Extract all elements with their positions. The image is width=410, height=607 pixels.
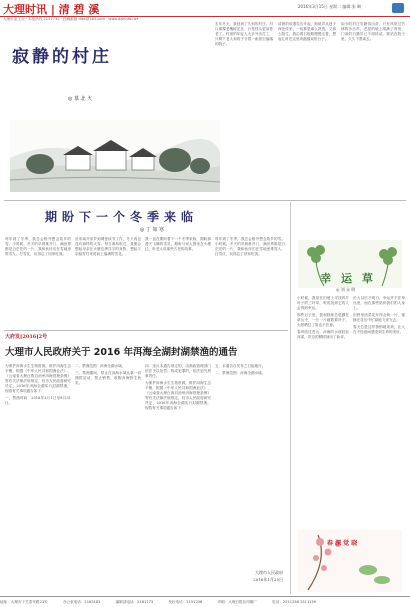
notice-signature: 大理市人民政府 bbox=[255, 570, 283, 575]
article-1-author: ◎ 慕 北 火 bbox=[68, 96, 93, 102]
article-3-column-1 bbox=[297, 296, 349, 528]
article-2-author: ◎ 丁 如 寒 bbox=[140, 227, 165, 233]
paragraph: 小时候，我常在田埂上寻找四片叶子的三叶草，听说找到它的人会得到幸运。 bbox=[297, 296, 349, 310]
paragraph: 每年到了冬季，我总会格外想念故乡的雪。小时候，冬天的早晨推开门，满世界都是白茫茫的一片，我和伙伴们在雪地里堆雪人、打雪仗，玩得忘了回家吃饭。 bbox=[5, 237, 71, 256]
paragraph: 后来离开家乡到城里读书工作，冬天再也没有那样的大雪。每当寒风吹过，我便会想起母亲在火塘边烤洋芋的身影，想起父亲踏雪归来时肩上落满的雪花。 bbox=[75, 237, 141, 256]
masthead-date: 2016年3月15日 星期二 编辑:张 琳 bbox=[298, 4, 361, 9]
spring-label: 春 深 觉 晓 bbox=[327, 540, 358, 547]
masthead-brand: 大理时讯 | 清 碧 溪 bbox=[3, 3, 100, 16]
paragraph: 每年到了冬季，我总会格外想念故乡的雪。小时候，冬天的早晨推开门，满世界都是白茫茫的一片，我和伙伴们在雪地里堆雪人、打雪仗，玩得忘了回家吃饭。 bbox=[215, 237, 285, 256]
article-3-column-2 bbox=[353, 296, 405, 528]
article-1-column-3 bbox=[341, 22, 405, 197]
section-badge-icon bbox=[392, 3, 404, 13]
article-3-title: 幸 运 草 bbox=[320, 272, 376, 285]
paragraph: 去年冬天，我回到了久别的村庄。村口那棵老槐树还在，只是枝头更加苍老了。村里的年轻人大多外出打工，只剩下老人和孩子守着一座座空落落的院子。 bbox=[215, 22, 273, 46]
footer-distribution-phone: 发行电话：2151258 bbox=[168, 600, 203, 604]
paragraph: 五、本通告自发布之日起施行。 bbox=[215, 364, 266, 368]
paragraph: 长大以后才明白，幸运并不在草丛里，而在那些陪伴我们的人身上。 bbox=[353, 296, 405, 310]
paragraph: 春风吹过苍山，洱海的水波轻轻荡漾，岸边的柳树抽出了新芽。 bbox=[297, 330, 349, 339]
paragraph: 四、违反本通告规定的，由渔政管理部门依法予以处罚；构成犯罪的，依法追究刑事责任。 bbox=[145, 364, 211, 378]
article-2-column-2 bbox=[75, 237, 141, 329]
article-1-column-1 bbox=[215, 22, 273, 197]
article-3-author: ◎ 刘 永 明 bbox=[336, 287, 356, 292]
article-2-column-3 bbox=[145, 237, 211, 329]
paragraph: 二、禁渔范围：洱海全湖水域。 bbox=[215, 371, 266, 375]
village-ink-painting bbox=[10, 120, 220, 192]
notice-date: 2016年1月25日 bbox=[253, 577, 283, 582]
paragraph: 我一直在期盼着下一个冬季来临，期盼那漫天飞舞的雪花，期盼与家人围坐在火塘边，听老人讲那些古老的故事。 bbox=[145, 237, 211, 251]
footer-address: 地址：大理市下关泰安路23号 bbox=[0, 600, 48, 604]
masthead-subline: 大理市委主办 · 本报热线 2121732 · 投稿邮箱 dlsx@163.com · www.daliinfo.net bbox=[3, 17, 139, 21]
paragraph: 那些日子里，我和妹妹总是蹲在草丛中，一片一片地数着叶子，太阳晒红了脸也不在意。 bbox=[297, 313, 349, 327]
paragraph: 如今的村庄安静得出奇，只有风吹过竹林的沙沙声。老屋的墙上爬满了青苔，门前的石磨早已不再转动。我站在院子里，久久不愿离去。 bbox=[341, 22, 405, 41]
paragraph: 一、禁渔时间：2016年2月1日至8月31日。 bbox=[5, 396, 71, 405]
paragraph: 三、禁渔期间，禁止在洱海水域从事一切捕捞活动，禁止销售、收购洱海野生鱼类。 bbox=[75, 371, 141, 385]
notice-title: 大理市人民政府关于 2016 年洱海全湖封湖禁渔的通告 bbox=[5, 347, 238, 358]
notice-column-3 bbox=[145, 364, 211, 592]
footer-office-phone: 办公室电话：2163183 bbox=[62, 600, 101, 604]
notice-doc-number: 大府发[2016]2号 bbox=[5, 334, 48, 340]
paragraph: 田野里油菜花开得金黄一片，蜜蜂在花丛中忙碌地飞来飞去。 bbox=[353, 313, 405, 322]
article-2-title: 期盼下一个冬季来临 bbox=[45, 210, 199, 224]
column-divider bbox=[290, 202, 291, 594]
footer-printer: 印刷：大理日报社印刷厂 bbox=[217, 600, 257, 604]
article-1-title: 寂静的村庄 bbox=[12, 47, 112, 67]
notice-column-4 bbox=[215, 364, 285, 524]
masthead bbox=[0, 0, 410, 17]
paragraph: 为保护洱海水生生物资源，维护洱海生态平衡，根据《中华人民共和国渔业法》、《云南省大理白族自治州洱海管理条例》等有关法律法规规定，经市人民政府研究决定，2016年洱海全湖实行封湖禁渔，现将有关事项通告如下： bbox=[5, 364, 71, 393]
article-2-column-1 bbox=[5, 237, 71, 329]
paragraph: 春天总是这样悄悄地来到，让人在不经意间感受到生命的美好。 bbox=[353, 325, 405, 334]
article-1-column-2 bbox=[278, 22, 336, 197]
notice-column-1 bbox=[5, 364, 71, 592]
notice-column-2 bbox=[75, 364, 141, 592]
footer-printer-phone: 电话：2511258 2511259 bbox=[272, 600, 317, 604]
divider bbox=[4, 200, 406, 201]
footer bbox=[0, 596, 410, 607]
footer-editorial-phone: 编辑部电话：2181773 bbox=[115, 600, 154, 604]
divider bbox=[4, 330, 288, 331]
paragraph: 二、禁渔范围：洱海全湖水域。 bbox=[75, 364, 126, 368]
paragraph: 清晨的炊烟袅袅升起，狗吠声从巷子深处传来，一切都是那么熟悉，又那么陌生。我沿着石板路慢慢走着，想起儿时在这里奔跑嬉戏的日子。 bbox=[278, 22, 336, 41]
article-2-column-4 bbox=[215, 237, 285, 329]
paragraph: 为保护洱海水生生物资源，维护洱海生态平衡，根据《中华人民共和国渔业法》、《云南省大理白族自治州洱海管理条例》等有关法律法规规定，经市人民政府研究决定，2016年洱海全湖实行封湖禁渔，现将有关事项通告如下： bbox=[145, 381, 211, 410]
